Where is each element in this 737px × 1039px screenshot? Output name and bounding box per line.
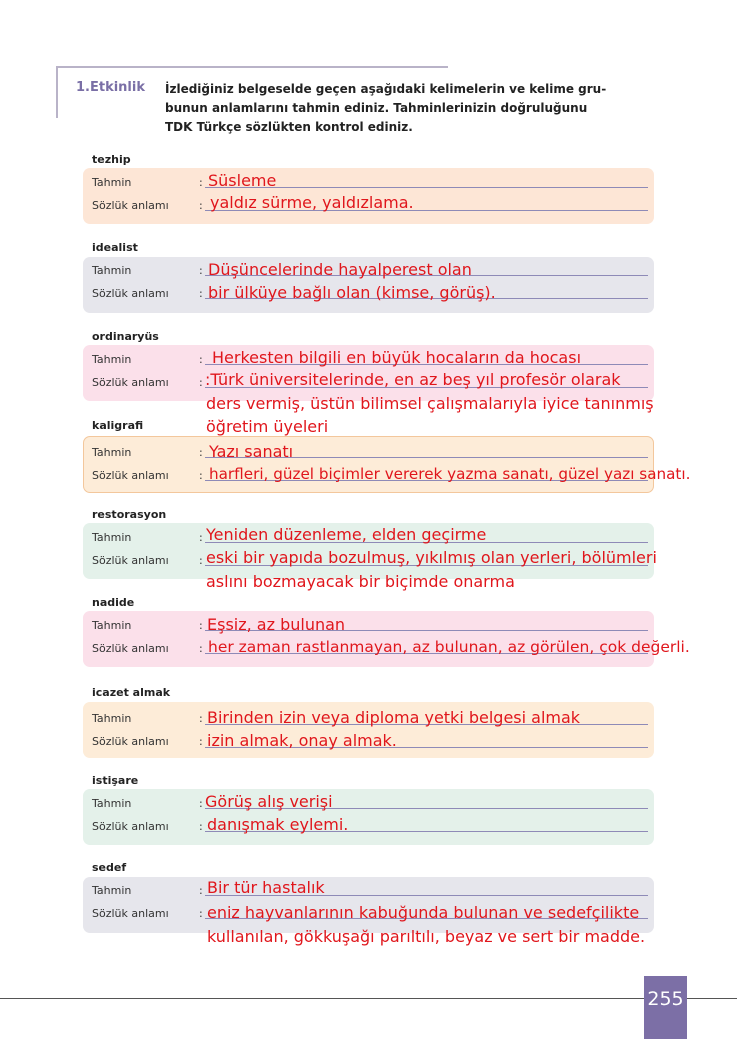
guess-answer: Bir tür hastalık: [207, 878, 325, 897]
guess-label: Tahmin: [92, 264, 132, 277]
footer-rule: [0, 998, 737, 999]
guess-label: Tahmin: [92, 619, 132, 632]
guess-label: Tahmin: [92, 446, 132, 459]
page-number: 255: [647, 988, 684, 1010]
term-istisare: istişare: [92, 774, 139, 787]
meaning-answer: bir ülküye bağlı olan (kimse, görüş).: [208, 283, 496, 302]
term-ordinaryus: ordinaryüs: [92, 330, 159, 343]
meaning-colon: :: [199, 642, 203, 655]
term-kaligrafi: kaligrafi: [92, 419, 144, 432]
term-tezhip: tezhip: [92, 153, 131, 166]
guess-label: Tahmin: [92, 353, 132, 366]
meaning-colon: :: [199, 469, 203, 482]
guess-label: Tahmin: [92, 531, 132, 544]
meaning-label: Sözlük anlamı: [92, 554, 169, 567]
guess-answer: Süsleme: [208, 171, 277, 190]
meaning-label: Sözlük anlamı: [92, 199, 169, 212]
instruction-line-1: İzlediğiniz belgeselde geçen aşağıdaki kelimelerin ve kelime gru-: [165, 82, 607, 96]
meaning-label: Sözlük anlamı: [92, 735, 169, 748]
meaning-answer-line-2: ders vermiş, üstün bilimsel çalışmalarıyla iyice tanınmış: [206, 394, 654, 413]
guess-label: Tahmin: [92, 797, 132, 810]
meaning-answer-line-3: öğretim üyeleri: [206, 417, 329, 436]
term-restorasyon: restorasyon: [92, 508, 167, 521]
guess-colon: :: [199, 712, 203, 725]
meaning-answer: her zaman rastlanmayan, az bulunan, az görülen, çok değerli.: [208, 638, 690, 656]
meaning-label: Sözlük anlamı: [92, 907, 169, 920]
guess-colon: :: [199, 353, 203, 366]
guess-answer: Görüş alış verişi: [205, 792, 333, 811]
guess-answer: Eşsiz, az bulunan: [207, 615, 346, 634]
meaning-colon: :: [199, 735, 203, 748]
guess-colon: :: [199, 619, 203, 632]
meaning-answer: harfleri, güzel biçimler vererek yazma sanatı, güzel yazı sanatı.: [209, 465, 691, 483]
guess-answer: Birinden izin veya diploma yetki belgesi almak: [207, 708, 581, 727]
activity-label: 1.Etkinlik: [76, 80, 145, 95]
meaning-colon: :: [199, 820, 203, 833]
guess-colon: :: [199, 797, 203, 810]
meaning-label: Sözlük anlamı: [92, 376, 169, 389]
meaning-answer: danışmak eylemi.: [207, 815, 349, 834]
activity-instructions: [165, 80, 645, 137]
term-nadide: nadide: [92, 596, 135, 609]
guess-colon: :: [199, 531, 203, 544]
guess-colon: :: [199, 446, 203, 459]
guess-label: Tahmin: [92, 884, 132, 897]
guess-colon: :: [199, 176, 203, 189]
guess-label: Tahmin: [92, 176, 132, 189]
meaning-label: Sözlük anlamı: [92, 287, 169, 300]
guess-answer: Herkesten bilgili en büyük hocaların da hocası: [212, 348, 582, 367]
meaning-label: Sözlük anlamı: [92, 469, 169, 482]
instruction-line-2: bunun anlamlarını tahmin ediniz. Tahminlerinizin doğruluğunu: [165, 101, 588, 115]
meaning-answer: izin almak, onay almak.: [207, 731, 397, 750]
meaning-colon: :: [199, 376, 203, 389]
term-sedef: sedef: [92, 861, 127, 874]
meaning-answer-line-2: aslını bozmayacak bir biçimde onarma: [206, 572, 515, 591]
guess-colon: :: [199, 884, 203, 897]
meaning-answer-line-1: eniz hayvanlarının kabuğunda bulunan ve sedefçilikte: [207, 903, 640, 922]
guess-answer: Yeniden düzenleme, elden geçirme: [206, 525, 487, 544]
entry-box-istisare: [83, 789, 654, 845]
instruction-line-3: TDK Türkçe sözlükten kontrol ediniz.: [165, 120, 413, 134]
term-idealist: idealist: [92, 241, 138, 254]
guess-colon: :: [199, 264, 203, 277]
term-icazet-almak: icazet almak: [92, 686, 171, 699]
guess-answer: Yazı sanatı: [209, 442, 294, 461]
meaning-label: Sözlük anlamı: [92, 820, 169, 833]
meaning-answer-line-2: kullanılan, gökkuşağı parıltılı, beyaz ve sert bir madde.: [207, 927, 646, 946]
meaning-answer-line-1: :Türk üniversitelerinde, en az beş yıl profesör olarak: [205, 370, 621, 389]
meaning-colon: :: [199, 287, 203, 300]
meaning-label: Sözlük anlamı: [92, 642, 169, 655]
meaning-answer-line-1: eski bir yapıda bozulmuş, yıkılmış olan yerleri, bölümleri: [206, 548, 657, 567]
meaning-colon: :: [199, 199, 203, 212]
meaning-colon: :: [199, 907, 203, 920]
guess-label: Tahmin: [92, 712, 132, 725]
meaning-colon: :: [199, 554, 203, 567]
meaning-answer: yaldız sürme, yaldızlama.: [210, 193, 414, 212]
guess-answer: Düşüncelerinde hayalperest olan: [208, 260, 472, 279]
